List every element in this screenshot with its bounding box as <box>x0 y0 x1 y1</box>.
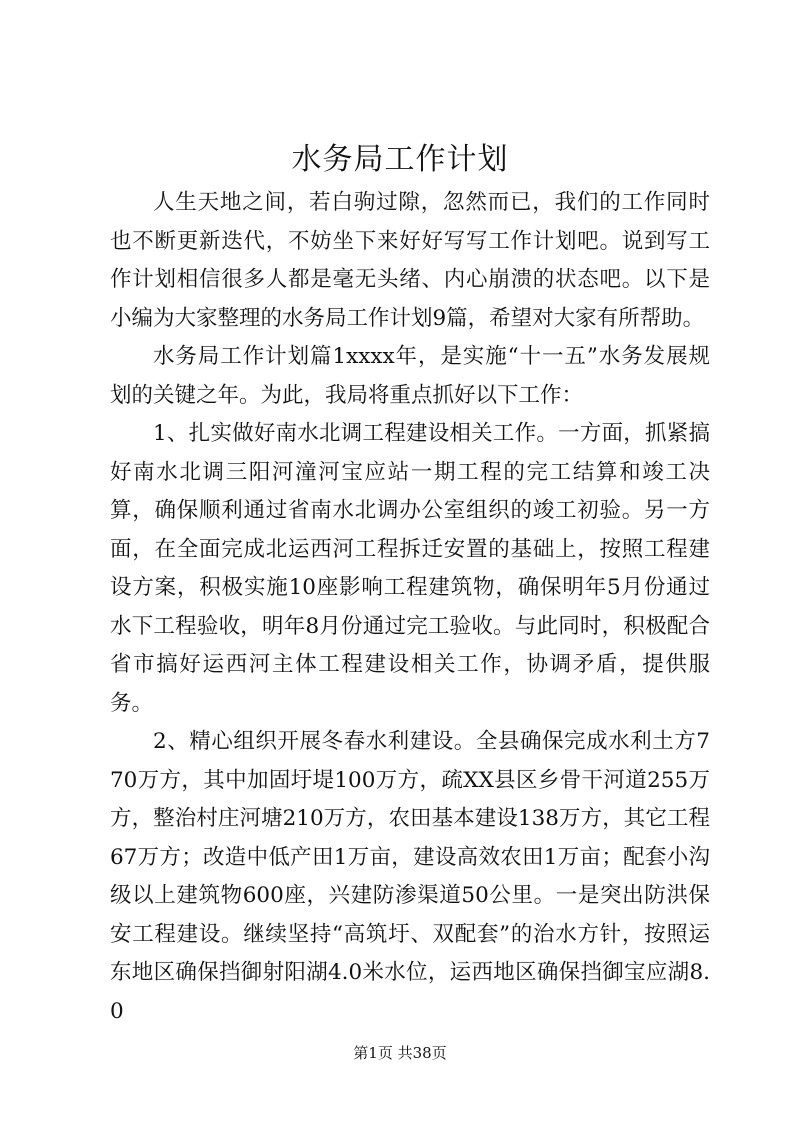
page-footer: 第1页 共38页 <box>353 1044 447 1062</box>
paragraph-item-1: 1、扎实做好南水北调工程建设相关工作。一方面，抓紧搞好南水北调三阳河潼河宝应站一期工程的完工结算和竣工决算，确保顺利通过省南水北调办公室组织的竣工初验。另一方面，在全面完成北运西河工程拆迁安置的基础上，按照工程建设方案，积极实施10座影响工程建筑物，确保明年5月份通过水下工程验收，明年8月份通过完工验收。与此同时，积极配合省市搞好运西河主体工程建设相关工作，协调矛盾，提供服务。 <box>110 421 710 716</box>
paragraph-item-2: 2、精心组织开展冬春水利建设。全县确保完成水利土方770万方，其中加固圩堤100万方，疏XX县区乡骨干河道255万方，整治村庄河塘210万方，农田基本建设138万方，其它工程67万方；改造中低产田1万亩，建设高效农田1万亩；配套小沟级以上建筑物600座，兴建防渗渠道50公里。一是突出防洪保安工程建设。继续坚持“高筑圩、双配套”的治水方针，按照运东地区确保挡御射阳湖4.0米水位，运西地区确保挡御宝应湖8.0 <box>110 729 710 1024</box>
document-title: 水务局工作计划 <box>291 142 509 177</box>
document-body <box>110 184 710 1031</box>
paragraph-intro: 人生天地之间，若白驹过隙，忽然而已，我们的工作同时也不断更新迭代，不妨坐下来好好写写工作计划吧。说到写工作计划相信很多人都是毫无头绪、内心崩溃的状态吧。以下是小编为大家整理的水务局工作计划9篇，希望对大家有所帮助。 <box>110 190 710 331</box>
paragraph-plan-1-intro: 水务局工作计划篇1xxxx年，是实施“十一五”水务发展规划的关键之年。为此，我局将重点抓好以下工作： <box>110 344 710 408</box>
